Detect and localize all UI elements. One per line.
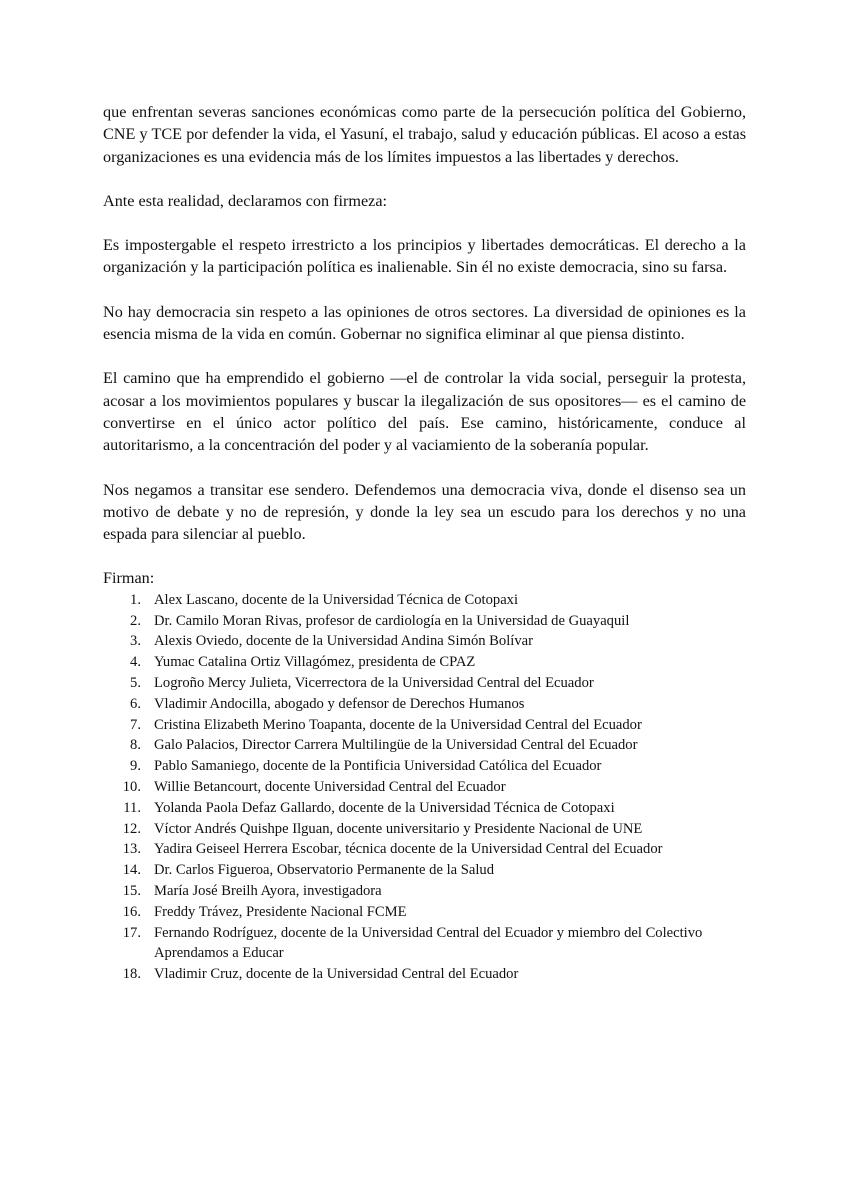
list-number: 16. [122, 903, 141, 920]
list-item [103, 798, 746, 819]
signer-text: Freddy Trávez, Presidente Nacional FCME [154, 903, 407, 920]
list-number: 7. [130, 716, 141, 733]
paragraph-government-path: El camino que ha emprendido el gobierno —el de controlar la vida social, perseguir la protesta, acosar a los movimientos populares y buscar la ilegalización de sus opositores— es el camino de convertirse en el único actor político del país. Ese camino, históricamente, conduce al autoritarismo, a la concentración del poder y al vaciamiento de la soberanía popular. [103, 369, 746, 455]
signer-text: María José Breilh Ayora, investigadora [154, 882, 382, 899]
list-number: 14. [122, 862, 141, 879]
list-item [103, 839, 746, 860]
signer-text: Willie Betancourt, docente Universidad Central del Ecuador [154, 778, 506, 795]
signer-text: Yumac Catalina Ortiz Villagómez, presidenta de CPAZ [154, 654, 476, 671]
list-item [103, 652, 746, 673]
signer-text: Galo Palacios, Director Carrera Multilingüe de la Universidad Central del Ecuador [154, 737, 638, 754]
signers-label: Firman: [103, 569, 155, 588]
list-item [103, 590, 746, 611]
signer-text: Dr. Camilo Moran Rivas, profesor de cardiología en la Universidad de Guayaquil [154, 612, 630, 629]
list-number: 10. [122, 778, 141, 795]
list-number: 8. [130, 737, 141, 754]
signer-text: Fernando Rodríguez, docente de la Universidad Central del Ecuador y miembro del Colectivo Aprendamos a Educar [154, 924, 703, 962]
signer-text: Vladimir Andocilla, abogado y defensor de Derechos Humanos [154, 695, 525, 712]
list-number: 11. [123, 799, 141, 816]
list-item [103, 611, 746, 632]
list-item [103, 735, 746, 756]
signer-text: Yadira Geiseel Herrera Escobar, técnica docente de la Universidad Central del Ecuador [154, 841, 663, 858]
list-item [103, 715, 746, 736]
list-item [103, 777, 746, 798]
paragraph-democratic-principles: Es impostergable el respeto irrestricto a los principios y libertades democráticas. El derecho a la organización y la participación política es inalienable. Sin él no existe democracia, sino su farsa. [103, 236, 746, 277]
list-item [103, 694, 746, 715]
signer-text: Alex Lascano, docente de la Universidad Técnica de Cotopaxi [154, 591, 519, 608]
list-number: 15. [122, 882, 141, 899]
list-item [103, 860, 746, 881]
list-item [103, 631, 746, 652]
list-item [103, 673, 746, 694]
signer-text: Vladimir Cruz, docente de la Universidad Central del Ecuador [154, 966, 519, 983]
list-number: 4. [130, 654, 141, 671]
list-number: 17. [122, 924, 141, 941]
paragraph-living-democracy: Nos negamos a transitar ese sendero. Defendemos una democracia viva, donde el disenso sea un motivo de debate y no de represión, y donde la ley sea un escudo para los derechos y no una espada para silenciar al pueblo. [103, 480, 746, 544]
signer-text: Víctor Andrés Quishpe Ilguan, docente universitario y Presidente Nacional de UNE [154, 820, 643, 837]
list-number: 2. [130, 612, 141, 629]
signer-text: Logroño Mercy Julieta, Vicerrectora de la Universidad Central del Ecuador [154, 674, 594, 691]
signers-list [103, 590, 746, 985]
list-number: 13. [122, 841, 141, 858]
list-number: 5. [130, 674, 141, 691]
list-number: 18. [122, 966, 141, 983]
signer-text: Cristina Elizabeth Merino Toapanta, docente de la Universidad Central del Ecuador [154, 716, 642, 733]
list-number: 9. [130, 758, 141, 775]
list-item [103, 964, 746, 985]
list-number: 1. [130, 591, 141, 608]
list-number: 6. [130, 695, 141, 712]
list-item [103, 881, 746, 902]
list-item [103, 923, 746, 965]
signer-text: Pablo Samaniego, docente de la Pontificia Universidad Católica del Ecuador [154, 758, 602, 775]
list-item [103, 756, 746, 777]
list-number: 3. [130, 633, 141, 650]
document-page [103, 101, 746, 985]
list-item [103, 902, 746, 923]
paragraph-declaration-intro: Ante esta realidad, declaramos con firmeza: [103, 191, 388, 210]
paragraph-sanctions: que enfrentan severas sanciones económicas como parte de la persecución política del Gobierno, CNE y TCE por defender la vida, el Yasuní, el trabajo, salud y educación públicas. El acoso a estas organizaciones es una evidencia más de los límites impuestos a las libertades y derechos. [103, 103, 746, 166]
signer-text: Yolanda Paola Defaz Gallardo, docente de la Universidad Técnica de Cotopaxi [154, 799, 615, 816]
signer-text: Alexis Oviedo, docente de la Universidad Andina Simón Bolívar [154, 633, 533, 650]
signer-text: Dr. Carlos Figueroa, Observatorio Permanente de la Salud [154, 862, 495, 879]
list-number: 12. [122, 820, 141, 837]
list-item [103, 819, 746, 840]
paragraph-diversity-of-opinions: No hay democracia sin respeto a las opiniones de otros sectores. La diversidad de opiniones es la esencia misma de la vida en común. Gobernar no significa eliminar al que piensa distinto. [103, 302, 746, 344]
